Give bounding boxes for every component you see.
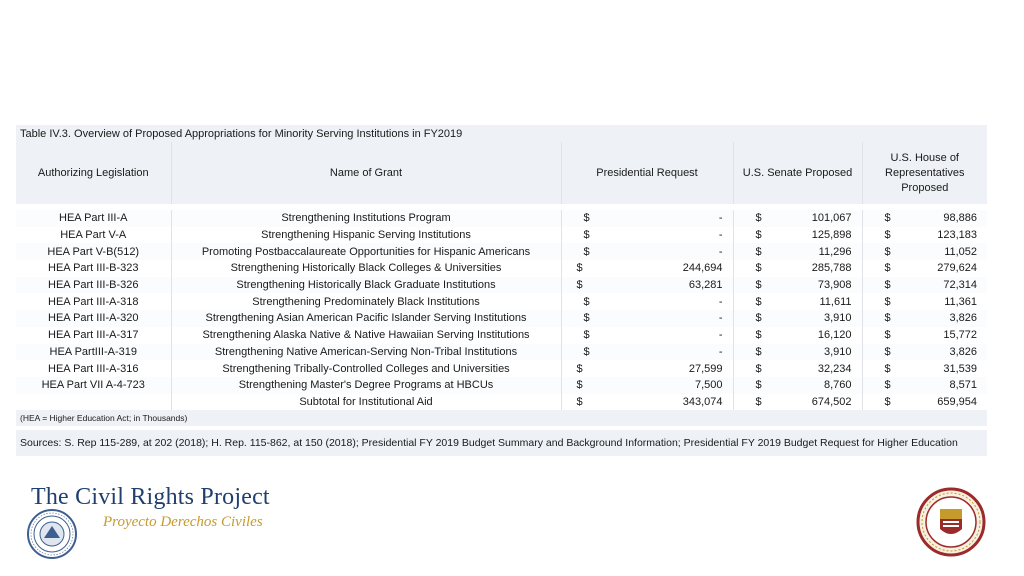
table-note: (HEA = Higher Education Act; in Thousands) — [16, 410, 987, 426]
cell-grant: Strengthening Tribally-Controlled Colleges and Universities — [171, 360, 561, 377]
cell-house: 15,772 — [902, 327, 987, 344]
cell-presidential-currency: $ — [561, 260, 649, 277]
subtotal-row — [16, 394, 987, 411]
subtotal-label: Subtotal for Institutional Aid — [171, 394, 561, 411]
cell-house: 3,826 — [902, 344, 987, 361]
subtotal-senate-currency: $ — [733, 394, 775, 411]
logo-subtitle: Proyecto Derechos Civiles — [103, 514, 263, 530]
cell-senate: 8,760 — [775, 377, 862, 394]
table-header-row — [16, 142, 987, 204]
table-note-row — [16, 410, 987, 426]
cell-senate-currency: $ — [733, 360, 775, 377]
cell-legislation: HEA Part VII A-4-723 — [16, 377, 171, 394]
cell-house-currency: $ — [862, 327, 902, 344]
cell-senate: 285,788 — [775, 260, 862, 277]
cell-senate: 32,234 — [775, 360, 862, 377]
table-row — [16, 344, 987, 361]
cell-legislation: HEA PartIII-A-319 — [16, 344, 171, 361]
cell-legislation: HEA Part III-A-320 — [16, 310, 171, 327]
table-row — [16, 327, 987, 344]
subtotal-presidential-currency: $ — [561, 394, 649, 411]
cell-presidential: 63,281 — [649, 277, 733, 294]
header-presidential: Presidential Request — [561, 142, 733, 204]
cell-grant: Promoting Postbaccalaureate Opportunities for Hispanic Americans — [171, 243, 561, 260]
cell-house: 98,886 — [902, 210, 987, 227]
cell-presidential: - — [649, 210, 733, 227]
cell-presidential-currency: $ — [561, 210, 649, 227]
cell-senate-currency: $ — [733, 210, 775, 227]
cell-grant: Strengthening Master's Degree Programs at HBCUs — [171, 377, 561, 394]
cell-presidential: 244,694 — [649, 260, 733, 277]
cell-presidential: - — [649, 344, 733, 361]
appropriations-table-container — [16, 125, 987, 456]
cell-legislation: HEA Part III-A-316 — [16, 360, 171, 377]
cell-house: 72,314 — [902, 277, 987, 294]
cell-house-currency: $ — [862, 377, 902, 394]
cell-presidential: - — [649, 310, 733, 327]
cell-house-currency: $ — [862, 210, 902, 227]
cell-house: 123,183 — [902, 227, 987, 244]
cell-house: 3,826 — [902, 310, 987, 327]
subtotal-house-currency: $ — [862, 394, 902, 411]
table-caption-row — [16, 125, 987, 142]
header-legislation: Authorizing Legislation — [16, 142, 171, 204]
table-caption: Table IV.3. Overview of Proposed Appropriations for Minority Serving Institutions in FY2019 — [16, 125, 987, 142]
header-grant: Name of Grant — [171, 142, 561, 204]
cell-senate-currency: $ — [733, 327, 775, 344]
cell-legislation: HEA Part III-A — [16, 210, 171, 227]
cell-grant: Strengthening Historically Black Colleges & Universities — [171, 260, 561, 277]
sources-row — [16, 430, 987, 456]
cell-senate: 73,908 — [775, 277, 862, 294]
sources-text: Sources: S. Rep 115-289, at 202 (2018); H. Rep. 115-862, at 150 (2018); Presidential FY 2019 Budget Summary and Background Information; Presidential FY 2019 Budget Request for Higher Education — [16, 430, 987, 456]
cell-house: 31,539 — [902, 360, 987, 377]
cell-grant: Strengthening Predominately Black Institutions — [171, 293, 561, 310]
cell-senate-currency: $ — [733, 293, 775, 310]
cell-senate-currency: $ — [733, 260, 775, 277]
cell-presidential: - — [649, 327, 733, 344]
cell-senate-currency: $ — [733, 277, 775, 294]
cell-grant: Strengthening Asian American Pacific Islander Serving Institutions — [171, 310, 561, 327]
appropriations-table — [16, 125, 987, 456]
cell-senate: 11,296 — [775, 243, 862, 260]
cell-house-currency: $ — [862, 344, 902, 361]
cell-senate-currency: $ — [733, 243, 775, 260]
cell-legislation: HEA Part III-A-318 — [16, 293, 171, 310]
table-row — [16, 243, 987, 260]
cell-grant: Strengthening Native American-Serving Non-Tribal Institutions — [171, 344, 561, 361]
cell-senate: 125,898 — [775, 227, 862, 244]
table-row — [16, 377, 987, 394]
subtotal-house: 659,954 — [902, 394, 987, 411]
cell-house-currency: $ — [862, 360, 902, 377]
cell-senate: 11,611 — [775, 293, 862, 310]
cell-presidential: - — [649, 243, 733, 260]
cell-house: 11,361 — [902, 293, 987, 310]
cell-house-currency: $ — [862, 243, 902, 260]
table-row — [16, 210, 987, 227]
cell-presidential: 27,599 — [649, 360, 733, 377]
cell-house-currency: $ — [862, 310, 902, 327]
cell-house-currency: $ — [862, 277, 902, 294]
cell-presidential-currency: $ — [561, 327, 649, 344]
table-row — [16, 360, 987, 377]
cell-presidential: - — [649, 293, 733, 310]
cell-presidential-currency: $ — [561, 310, 649, 327]
cell-grant: Strengthening Institutions Program — [171, 210, 561, 227]
cell-presidential-currency: $ — [561, 377, 649, 394]
cell-senate: 3,910 — [775, 310, 862, 327]
cell-house: 11,052 — [902, 243, 987, 260]
table-row — [16, 293, 987, 310]
cell-senate: 3,910 — [775, 344, 862, 361]
cell-legislation: HEA Part III-B-323 — [16, 260, 171, 277]
college-seal-icon — [916, 487, 986, 557]
cell-house-currency: $ — [862, 227, 902, 244]
cell-presidential-currency: $ — [561, 227, 649, 244]
table-row — [16, 277, 987, 294]
university-seal-icon — [26, 508, 78, 560]
cell-presidential-currency: $ — [561, 360, 649, 377]
cell-presidential: - — [649, 227, 733, 244]
cell-legislation-empty — [16, 394, 171, 411]
cell-legislation: HEA Part III-A-317 — [16, 327, 171, 344]
logo-title: The Civil Rights Project — [31, 484, 270, 510]
cell-grant: Strengthening Hispanic Serving Institutions — [171, 227, 561, 244]
subtotal-presidential: 343,074 — [649, 394, 733, 411]
cell-legislation: HEA Part III-B-326 — [16, 277, 171, 294]
cell-presidential-currency: $ — [561, 277, 649, 294]
cell-senate-currency: $ — [733, 310, 775, 327]
cell-house-currency: $ — [862, 260, 902, 277]
cell-legislation: HEA Part V-B(512) — [16, 243, 171, 260]
table-row — [16, 227, 987, 244]
cell-presidential-currency: $ — [561, 293, 649, 310]
table-row — [16, 310, 987, 327]
cell-presidential: 7,500 — [649, 377, 733, 394]
cell-senate-currency: $ — [733, 377, 775, 394]
cell-senate-currency: $ — [733, 227, 775, 244]
cell-grant: Strengthening Alaska Native & Native Hawaiian Serving Institutions — [171, 327, 561, 344]
subtotal-senate: 674,502 — [775, 394, 862, 411]
cell-senate: 101,067 — [775, 210, 862, 227]
cell-house: 279,624 — [902, 260, 987, 277]
header-house: U.S. House of Representatives Proposed — [862, 142, 987, 204]
cell-senate: 16,120 — [775, 327, 862, 344]
cell-presidential-currency: $ — [561, 344, 649, 361]
cell-house-currency: $ — [862, 293, 902, 310]
cell-presidential-currency: $ — [561, 243, 649, 260]
cell-house: 8,571 — [902, 377, 987, 394]
cell-grant: Strengthening Historically Black Graduate Institutions — [171, 277, 561, 294]
cell-senate-currency: $ — [733, 344, 775, 361]
cell-legislation: HEA Part V-A — [16, 227, 171, 244]
table-row — [16, 260, 987, 277]
header-senate: U.S. Senate Proposed — [733, 142, 862, 204]
